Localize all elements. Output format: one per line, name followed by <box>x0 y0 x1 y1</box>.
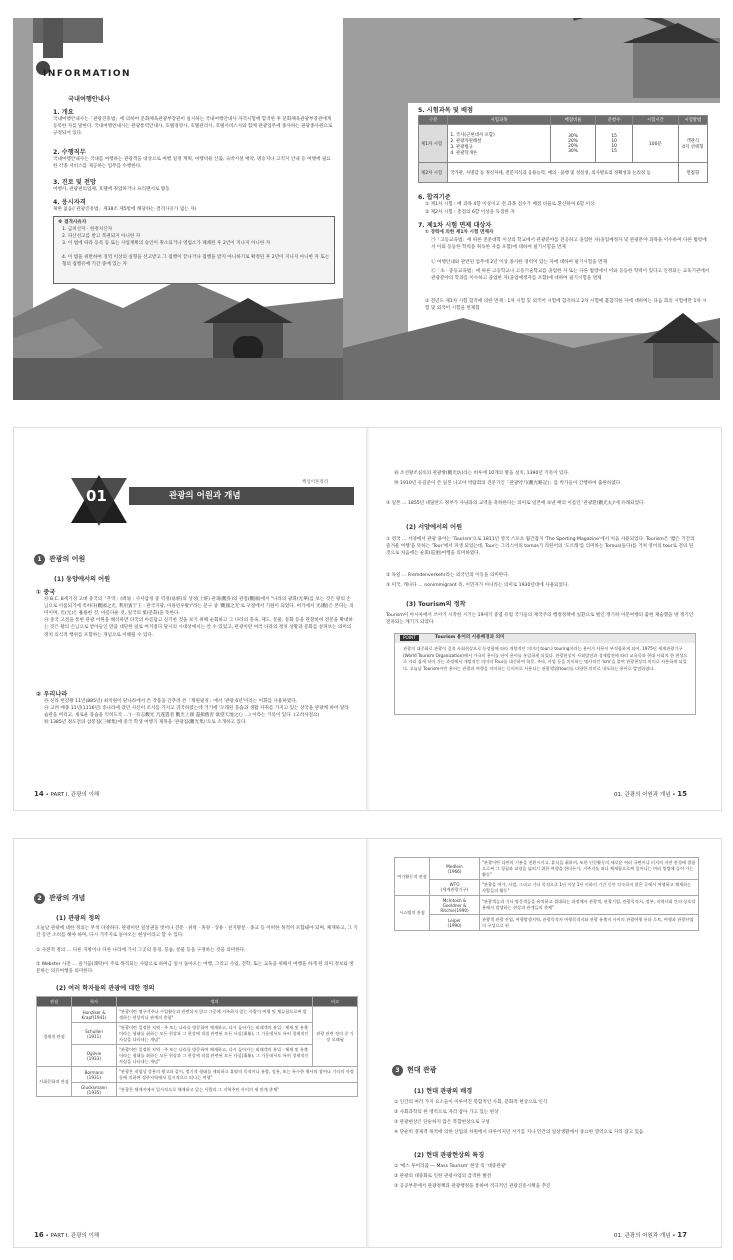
page-number: 17 <box>677 1231 687 1239</box>
section-number: 1 <box>34 554 45 565</box>
org-title: 국내여행안내사 <box>68 96 110 103</box>
disq-item-2: 2. 파산선고를 받고 복권되지 아니한 자 <box>62 234 141 239</box>
exam-row-2 <box>419 163 708 183</box>
section-3-title: 3. 진로 및 전망 <box>53 179 97 186</box>
right-item-1: ㉱ 조선왕조실록의 관광방(觀光坊)라는 벼루에 10개의 방을 설치, 1390년 기록이 있다. <box>394 471 570 476</box>
sub-heading-1: (1) 동양에서의 어원 <box>54 576 111 583</box>
scholar-row <box>37 1083 358 1097</box>
korea-body: ㉮ 신라 헌강왕 11년(885년) 최치원이 당나라에서 쓴 작품을 간추려 쓴「계원필경」에서 '관광 6년'이라는 어휘를 사용하였다. ㉯ 고려 예종 11년(1116년) 송나라에 갔던 사신이 조서를 가지고 귀국하였는데 거기에 '오래된 풍습과 생활 자취를 가지고 있는 상국을 관광케 하여 달라 습관을 버리고, 새로운 풍습을 익히도록 …'(一有志觀光 乃遂遣者 觀光上國 盡損舊習 欲望天地之心 …) 이라는 기록이 있다. (고려사절요) ㉰ 1385년 정도전의 삼봉집(三峰集)에 중국 학생 여행기 제목을 '관광집(觀光集)'으로 소개하고 있다. <box>44 699 349 726</box>
scholar-row <box>395 915 699 931</box>
definition-body: 오늘날 관광에 대한 정의는 무척 다양하다. 관광이란 일상권을 벗어나 견문 · 위락 · 휴양 · 상용 · 친지방문 · 종교 등 어떠한 목적이 포함돼야 되며, 체재하고, 그 기간 동안 소비를 해야 하며, 다시 거주지로 돌아오는 현상이라고 할 수 있다. <box>36 926 358 939</box>
exempt-item-5: ② 전년도 제1차 시험 합격에 의한 면제 : 1차 시험 및 외국어 시험에 합격하고 2차 시험에 불합격한 자에 대하여는 다음 회의 시험에만 1차 시험 및 외국어 시험을 면제함 <box>425 299 707 312</box>
scholar-header-cell: 관점 <box>37 997 72 1007</box>
bg-item-2: ② 사회과학의 한 영역으로 자리 잡아 가고 있는 현상 <box>394 1110 499 1115</box>
section-2-heading <box>34 893 85 904</box>
info-spread <box>13 18 720 400</box>
disq-item-3: 3. 이 법에 따라 등록 등 또는 사업계획의 승인이 취소되거나 영업소가 폐쇄된 후 2년이 지나지 아니한 자 <box>62 241 271 246</box>
scholar-cell: Leiper (1990) <box>430 915 480 931</box>
scholar-header-cell: 학자 <box>72 997 117 1007</box>
definition-cell: "관광은 직업상 상용의 왕고과 같이, 정기적 형태를 제외하고 휴양의 목적이나 유람, 상용, 또는 특수한 행사의 참여나 기타의 사정 등에 의하여 정주지역에서 일시적으로 떠나는 여행" <box>117 1067 358 1083</box>
definition-cell: "관광이란 일정한 지역 · 주 또는 나라를 방문하여 체재하고, 다시 돌아가는 외래객의 유입 · 체재 및 유출이라는 형태를 취하는 모든 현상과 그 현상에 직접 관련된 모든 사실(事象), 그 가운데서도 특히 경제적인 사실을 나타내는 개념" <box>117 1023 313 1045</box>
scholar-header-row <box>37 997 358 1007</box>
note-cell: 관광 관련 정의 중 가장 오래됨 <box>313 1007 358 1067</box>
exempt-title: 7. 제1차 시험 면제 대상자 <box>418 222 492 229</box>
sub-heading-3: (3) Tourism의 정착 <box>406 601 466 608</box>
definition-cell: "관광객들과 기타 방문객들을 유치하고 접대하는 과정에서 관광객, 관광기업, 관광목적지, 정부, 지역사회 간의 상호작용에서 발생하는 현상과 관계들의 총체" <box>480 896 699 915</box>
exam-group: 제1차 시험 <box>419 125 448 163</box>
west-item-2: ② 독일 … Fremdenverkehr라는 외국인의 이동을 의미한다. <box>386 573 510 578</box>
exam-group: 제2차 시험 <box>419 163 448 183</box>
exempt-item-2: ㉠「고등교육법」에 따른 전문대학 이상의 학교에서 관광분야를 전공하고 졸업한 자(졸업예정자 및 관광분야 과목을 이수하여 다른 법령에서 이와 동등한 학력을 취득한 자를 포함)에 대하여 필기시험을 면제 <box>431 238 707 251</box>
exam-row-1 <box>419 125 708 163</box>
exam-subjects: 1. 국사(근현대사 포함) 2. 관광자원해설 3. 관광법규 4. 관광학개론 <box>448 125 550 163</box>
exam-header-cell: 배점비율 <box>550 116 596 125</box>
section-1-heading <box>34 554 85 565</box>
wall-left <box>13 358 343 400</box>
definition-cell: "관광을 여가, 사업, 그리고 기타 목적으로 1년 이상 1년 이하의 기간 동안 익숙하지 않은 곳에서 여행하고 체재하는 사람들의 활동" <box>480 880 699 896</box>
exam-method: 면접형 <box>678 163 707 183</box>
section-title: 현대 관광 <box>407 1066 437 1074</box>
scholar-row <box>395 858 699 880</box>
sub-heading-4: (2) 현대 관광현상의 특징 <box>414 1152 485 1159</box>
section-title: 관광의 개념 <box>49 894 86 902</box>
chapter-label: 01. 관광의 어원과 개념 <box>614 792 671 798</box>
section-title: 관광의 어원 <box>49 555 86 563</box>
pavilion-top-right <box>633 38 720 98</box>
feat-item-3: ③ 공공부분에서 관광정책과 관광행정을 통하여 적극적인 관광진흥시책을 추진 <box>394 1184 551 1189</box>
chapter-title-bar <box>129 487 354 505</box>
exam-title: 5. 시험과목 및 배점 <box>418 107 473 114</box>
point-box <box>394 633 696 715</box>
info-heading: INFORMATION <box>43 69 132 79</box>
view-cell: 여가활동적 관점 <box>395 858 430 896</box>
sub-heading-2: (2) 서양에서의 어원 <box>406 524 463 531</box>
gutter <box>366 428 370 810</box>
disq-item-4: 4. 이 법을 위반하여 징역 이상의 실형을 선고받고 그 집행이 끝나거나 집행을 받지 아니하기로 확정된 후 2년이 지나지 아니한 자 또는 형의 집행유예 기간 중에 있는 자 <box>62 255 330 268</box>
china-heading: ① 중국 <box>36 589 56 596</box>
view-cell: 사회문화적 관점 <box>37 1067 72 1097</box>
feat-item-2: ② 관광의 대중화로 인한 관광사업의 급격한 발전 <box>394 1174 492 1179</box>
point-title: Tourism 용어의 사용배경과 의미 <box>435 635 505 640</box>
definition-cell: "관광이란 다만의 기분을 전환시키고, 휴식을 취하며, 또한 인간활동의 새로운 여러 국면이나 미지의 자연 풍경에 접함으로써 그 경험과 교양을 넓히기 위한 여행을 한다든가, 거주지를 떠나 체재함으로써 일어나는 여러 방법에 들어 가는 활동" <box>480 858 699 880</box>
exam-header-cell: 시험시간 <box>633 116 679 125</box>
concept-spread <box>13 838 722 1248</box>
part-label: PART Ⅰ. 관광의 이해 <box>50 792 100 798</box>
page-number: 14 <box>34 790 44 798</box>
section-2-title: 2. 수행직무 <box>53 149 86 156</box>
section-number: 2 <box>34 893 45 904</box>
footer-left: 14 • PART Ⅰ. 관광의 이해 <box>34 790 100 798</box>
scholar-row <box>37 1045 358 1067</box>
pass-item-2: ② 제2차 시험 : 총점의 6할 이상을 득점한 자 <box>425 210 515 215</box>
scholar-header-cell: 정의 <box>117 997 313 1007</box>
scholar-header-cell: 비고 <box>313 997 358 1007</box>
point-label: POINT <box>400 635 419 641</box>
scholar-cell: Ogilvie (1933) <box>72 1045 117 1067</box>
scholar-table <box>36 996 358 1097</box>
section-3-heading <box>392 1065 437 1076</box>
sub-heading-1: (1) 관광의 정의 <box>56 915 101 922</box>
point-body: 관광의 대중화로 관광이 질적 사회현상으로 등장함에 따라 개방적인 의미의 tour나 touring이라는 용어가 사용이 부적합하게 되어, 1975년 세계관광기구(World Tourism Organization)에서 가국의 용어를 단어 용어를 통일하게 되었다. 관광현상이 사회발전과 경제발전에 따라 교육목과 현대 사회의 한 현상으로 자리 잡게 되어 가는 과정에서 개별적인 의미의 Tour를 대신하여 학문, 주파, 사업 등을 의미하는 명사적인 'ism'을 붙여 관광현상의 의미로 사용하게 되었다. 오늘날 Tourism이란 용어는 관광과 여행을 의미하는 동의어로 사용되는 관광행위(tour)를 다양한 의미로 내포하는 용어로 발전하였다. <box>403 646 688 671</box>
disq-title: ※ 결격사유자 <box>58 220 87 225</box>
definition-cell: "관광이란 일정한 지역 · 주 또는 나라를 방문하여 체재하고, 다시 돌아가는 외래객의 유입 · 체재 및 유출이라는 형태를 취하는 모든 현상과 그 현상에 직접 관련된 모든 사실(事象), 그 가운데서도 특히 경제적인 사실을 나타내는 개념" <box>117 1045 313 1067</box>
scholar-cell: McIntosh & Goeldner & Ritchie(1990) <box>430 896 480 915</box>
right-item-2: ㉲ 1910년 유길준이 쓴 일본 나고야 박람회의 견문기인「관광약기(觀光略記)」를 박가들이 간행하여 출판하였다. <box>394 481 622 486</box>
pavilion-bottom-right <box>653 338 713 378</box>
sub-heading-2: (2) 여러 학자들의 관광에 대한 정의 <box>56 985 155 992</box>
exam-ratio: 30% 20% 20% 30% <box>550 125 596 163</box>
chapter-tag: 핵심이론정리 <box>302 480 329 485</box>
exam-table <box>418 115 708 183</box>
japan-text: ③ 일본 … 1855년 네덜란드 정부가 사냥과의 교역을 축하한다는 의미로 일본에 보낸 배의 이름인 '관광환(觀光丸)'에 유래되었다. <box>386 501 645 506</box>
exam-subjects: 국가관, 사명감 등 정신자세, 전문지식과 응용능력, 예의 · 품행 및 성실성, 의사발표의 정확성과 논리성 등 <box>448 163 678 183</box>
exempt-item-1: ① 경력에 의한 제1차 시험 면제자 <box>425 230 494 235</box>
part-label: PART Ⅰ. 관광의 이해 <box>50 1233 100 1239</box>
section-number: 3 <box>392 1065 403 1076</box>
scholar-cell: Medlein (1966) <box>430 858 480 880</box>
pass-title: 6. 합격기준 <box>418 194 451 201</box>
pass-item-1: ① 제1차 시험 : 매 과목 4할 이상이고 전 과목 점수가 배점 비율로 환산하여 6할 이상 <box>425 202 595 207</box>
scholar-row <box>395 896 699 915</box>
chapter-title: 관광의 어원과 개념 <box>169 491 241 501</box>
definition-cell: "관광은 체재지에서 일시적으로 체재하고 있는 사람과 그 지역주민 사이의 제 관계 총체" <box>117 1083 358 1097</box>
view-cell: 경제적 관점 <box>37 1007 72 1067</box>
west-item-3: ③ 미국, 캐나다 … nonimmigrant 즉, 이민자가 아니라는 의미로 1930년대에 사용되었다. <box>386 583 569 588</box>
exempt-item-3: ㉡ 여행안내와 관련된 업무에 2년 이상 종사한 경력이 있는 자에 대하여 필기시험을 면제 <box>431 260 607 265</box>
scholar-cell: Bormann (1931) <box>72 1067 117 1083</box>
def-item-1: ① 사전적 정의 … 다른 지방이나 다른 나라에 가서 그곳의 풍경, 풍습, 문물 등을 구경하는 것을 의미한다. <box>36 948 246 953</box>
bg-item-3: ③ 관광현상은 단순하지 않은 복합현상으로 구성 <box>394 1120 490 1125</box>
view-cell: 시스템적 관점 <box>395 896 430 931</box>
chapter-spread <box>13 427 722 811</box>
chapter-label: 01. 관광의 어원과 개념 <box>614 1233 671 1239</box>
def-item-2: ② Webster 사전 … 즐거움(쾌락)이 주로 목적되는 사람으로 하여금 일시 돌아오는 여행, 그리고 사업, 견학, 또는 교육을 위해서 여행을 하게 된 의미 정보와 방문하는 의유여행을 의미한다. <box>36 962 354 975</box>
bg-item-1: ① 인간의 여러 가지 요소들이 이루어진 복합적인 사회, 문화적 현상으로 인식 <box>394 1100 548 1105</box>
korea-heading: ② 우리나라 <box>36 691 68 698</box>
feat-item-1: ① '매스 투어리즘 ― Mass Tourism' 현상 즉 '대중관광' <box>394 1164 507 1169</box>
bg-item-4: ④ 단순히 경제적 목적에 의한 산업의 차원에서 다루어지던 시기를 지나 인간의 일상생활에서 중요한 영역으로 자리 잡고 있음. <box>394 1130 645 1135</box>
sub-heading-3: (1) 현대 관광의 배경 <box>414 1088 473 1095</box>
exempt-item-4: ㉢「초 · 중등교육법」에 따른 고등학교나 고등기술학교를 졸업한 자 또는 다른 법령에서 이와 동등한 학력이 있다고 인정되는 교육기관에서 관광분야의 학과를 이수하고 졸업한 자(졸업예정자를 포함)에 대하여 필기시험을 면제 <box>431 269 710 282</box>
chapter-number: 01 <box>86 487 107 505</box>
page-number: 15 <box>677 790 687 798</box>
section-3-body: 여행사, 관광편의업체, 호텔에 취업하거나 프리랜서로 활동 <box>53 187 170 192</box>
scholar-row <box>395 880 699 896</box>
scholar-cell: Hunziker & Krapf(1941) <box>72 1007 117 1023</box>
exam-method: 객관식 4지 선택형 <box>678 125 707 163</box>
exam-count: 15 10 10 15 <box>596 125 633 163</box>
exam-header-cell: 시험과목 <box>448 116 550 125</box>
section-1-title: 1. 개요 <box>53 109 74 116</box>
footer-right: 01. 관광의 어원과 개념 • 17 <box>614 1231 687 1239</box>
section-4-title: 4. 응시자격 <box>53 199 86 206</box>
scholar-cell: Schullen (1911) <box>72 1023 117 1045</box>
definition-cell: 관광객 관광 산업, 여행발생지역, 관광목적지 여행목적지와 관광 유출지 사이의 관광여행 통과 루트, 여행과 관광산업의 구성으로 된 <box>480 915 699 931</box>
exam-time: 100분 <box>633 125 679 163</box>
sub3-body: Tourism이 아시아에서 쓰이기 시작한 시기는 19세기 중엽 유럽 국가들의 제국주의 행정정책에 일환으로 벌인 정기하 이문여행의 출현 제술했을 방 정기인 전파되는 계기가 되었다. <box>386 613 694 626</box>
footer-right: 01. 관광의 어원과 개념 • 15 <box>614 790 687 798</box>
scholar-cell: Glucksmann (1935) <box>72 1083 117 1097</box>
exam-header-cell: 문항수 <box>596 116 633 125</box>
scholar-cell: WTO (세계관광기구) <box>430 880 480 896</box>
section-4-body: 제한 없음(「관광진흥법」제38조 제5항에 해당하는 결격사유가 없는 자) <box>53 207 197 212</box>
section-1-body: 국내여행안내사는「관광진흥법」에 의하여 문화체육관광부장관이 실시하는 국내여행안내사 자격시험에 합격한 후 문화체육관광부장관에게 등록한 자를 말한다. 국내여행안내사는 관광통역안내사, 호텔경영사, 호텔관리사, 호텔서비스사와 함께 관광업무에 종사하는 관광종사원으로 규정되어 있다. <box>53 117 333 137</box>
china-body: ㉮ B.C. 8세기경 고대 중국의「주역」(周易 : 사서삼경 중 역경(易經)의 상경(上經) 관괘(觀卦)의 관점(觀國)에서 "나라의 광휘(光華)를 보는 것은 왕의 손님으로 이롭되기에 족하다(觀國之光, 利用賓于王 : 관국지광, 이용빈우왕)"라는 문구 중 '觀國之光'로 구절에서 기원이 되었다. 여기에서 光(觀)은 본다는 의미이며, 光(光)은 훌륭한 것, 아름다운 것, 일국의 빛(문화)을 뜻한다. ㉯ 중국 고전을 통한 관광 어원을 해석하면 타국의 아름답고 신기한 것을 보기 위해 순회하고 그 나라의 풍속, 제도, 문물, 문화 등을 관찰하여 견문을 확대하는 것은 왕의 손님으로 받아들인 만큼 대단한 일로 여겨졌다 당시의 시대상에서는 안 수 있었고, 관광이란 여러 나라의 정치 상황과 문화를 살펴보는 의미의 정치 의식적 행위를 포함하는 개념으로 이해될 수 있다. <box>44 597 354 638</box>
west-item-1: ① 영국 … 서양에서 관광 용어는 'Tourism'으로 1811년 영국 스포츠 월간잡지 'The Sporting Magazine'에서 처음 사용되었다. Tourism은 '짧은 기간의 즐겨운 여행'을 뜻하는 'Tour'에서 파생 되었는데, Tour는 그리스어의 tornos가 라틴어의 '도르래'를 의미하는 Tornus(돌다)를 거쳐 영어의 tour로 전의 된 것으로 처음에는 순회(巡廻)여행을 의미하였다. <box>386 537 695 557</box>
scholar-row <box>37 1007 358 1023</box>
scholar-row <box>37 1023 358 1045</box>
scholar-table-continued <box>394 857 699 931</box>
definition-cell: "관광이란 영구거주나 수입활동과 관련되지 않고 그곳에 거주하지 않는 사람이 여행 및 체류함으로써 발생하는 현상이나 관계의 총합" <box>117 1007 313 1023</box>
exam-header-cell: 구분 <box>419 116 448 125</box>
exam-header-row <box>419 116 708 125</box>
footer-left: 16 • PART Ⅰ. 관광의 이해 <box>34 1231 100 1239</box>
exam-header-cell: 시험방법 <box>678 116 707 125</box>
section-2-body: 국내여행안내사는 국내를 여행하는 관광객을 대상으로 여행 일정 계획, 여행비용 산출, 숙박시설 예약, 명승지나 고적지 안내 등 여행에 필요한 각종 서비스를 제공하는 업무를 수행한다. <box>53 157 331 170</box>
gutter <box>366 839 370 1247</box>
scholar-row <box>37 1067 358 1083</box>
disqualification-box <box>53 216 335 284</box>
page-number: 16 <box>34 1231 44 1239</box>
disq-item-1: 1. 금치산자 · 한정치산자 <box>62 227 113 232</box>
